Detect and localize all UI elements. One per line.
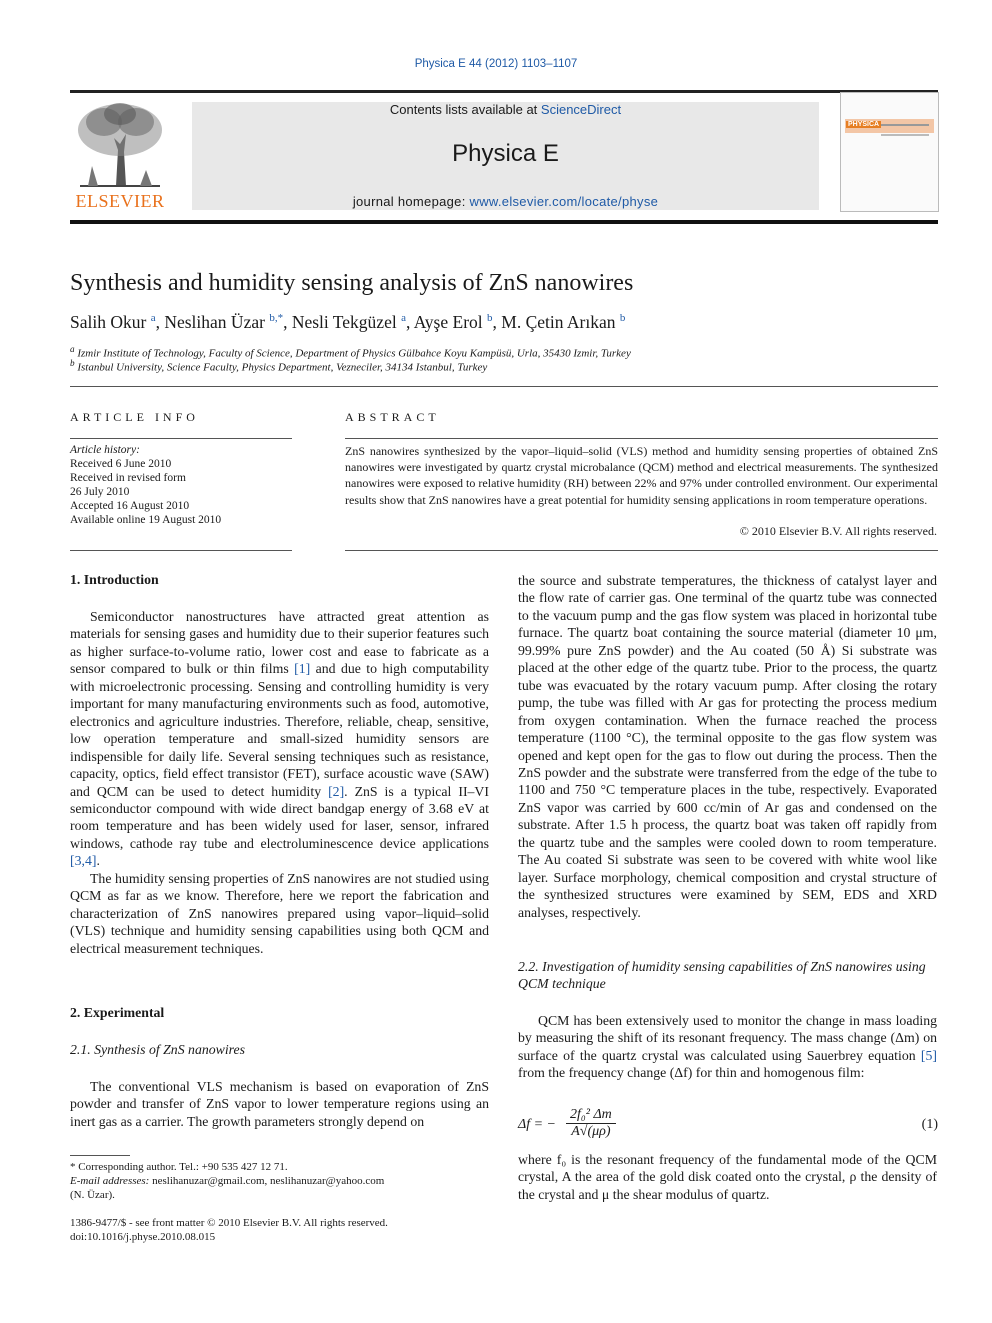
synthesis-continued-text bbox=[518, 572, 937, 921]
affiliation-mark: a bbox=[70, 344, 75, 354]
reference-link[interactable]: [1] bbox=[294, 661, 311, 677]
author-name: Ayşe Erol bbox=[413, 312, 483, 332]
sauerbrey-equation bbox=[518, 1105, 938, 1145]
email-addresses[interactable]: neslihanuzar@gmail.com, neslihanuzar@yahoo.com bbox=[152, 1175, 385, 1187]
article-title: Synthesis and humidity sensing analysis of ZnS nanowires bbox=[70, 270, 634, 296]
article-info-heading: ARTICLE INFO bbox=[70, 410, 199, 424]
article-history bbox=[70, 443, 221, 527]
sciencedirect-link[interactable]: ScienceDirect bbox=[540, 102, 622, 117]
author-affiliation-mark[interactable]: a bbox=[150, 312, 156, 325]
author-affiliation-mark[interactable]: b,* bbox=[269, 312, 284, 325]
journal-cover-thumbnail bbox=[840, 92, 939, 212]
history-item: Received 6 June 2010 bbox=[70, 458, 172, 470]
author-affiliation-mark[interactable]: b bbox=[619, 312, 626, 325]
homepage-link[interactable]: www.elsevier.com/locate/physe bbox=[469, 194, 659, 209]
author-name: Nesli Tekgüzel bbox=[291, 312, 397, 332]
article-info-bottom-rule bbox=[70, 550, 292, 551]
footnote bbox=[70, 1160, 384, 1202]
cover-title-lines bbox=[881, 124, 929, 136]
abstract-bottom-rule bbox=[345, 550, 938, 551]
subsection-heading-synthesis: 2.1. Synthesis of ZnS nanowires bbox=[70, 1042, 246, 1057]
email-line bbox=[70, 1174, 384, 1188]
email-label: E-mail addresses: bbox=[70, 1175, 150, 1187]
contents-prefix: Contents lists available at bbox=[389, 102, 541, 117]
subsection-heading-qcm: 2.2. Investigation of humidity sensing capabilities of ZnS nanowires using QCM technique bbox=[518, 959, 926, 992]
section-rule bbox=[70, 386, 938, 387]
front-matter bbox=[70, 1216, 388, 1244]
paragraph: The humidity sensing properties of ZnS nanowires are not studied using QCM as far as we know. Therefore, here we report the fabrication and characterization of ZnS nanowires prepared using vapor–liquid–solid (VLS) technique and humidity sensing capabilities using both QCM and electrical measurement techniques. bbox=[70, 870, 489, 956]
history-item: 26 July 2010 bbox=[70, 486, 130, 498]
paragraph: Semiconductor nanostructures have attracted great attention as materials for sensing gases and humidity due to their superior features such as higher surface-to-volume ratio, lower cost and ease to fabricate as a sensor compared to bulk or thin films [1] and due to high computability with microelectronic processing. Sensing and controlling humidity is very important for many manufacturing environments such as food, automotive, electronics and agriculture industries. Therefore, reliable, cheap, sensitive, low operation temperature and small-sized humidity sensors are indispensible for daily life. Several sensing techniques such as resistance, capacity, optics, field effect transistor (FET), surface acoustic wave (SAW) and QCM can be used to detect humidity [2]. ZnS is a typical II–VI semiconductor compound with wide direct bandgap energy of 3.68 eV at room temperature and has been widely used for laser, sensor, infrared windows, cathode ray tube and electroluminescence device applications [3,4]. bbox=[70, 609, 489, 869]
cover-badge: PHYSICA bbox=[848, 121, 880, 128]
equation-lhs: Δf = − bbox=[518, 1117, 557, 1132]
affiliation-b bbox=[70, 358, 487, 374]
affiliation-text: Istanbul University, Science Faculty, Physics Department, Vezneciler, 34134 Istanbul, Turkey bbox=[77, 361, 488, 374]
equation-numerator: 2f₀² Δm bbox=[566, 1107, 616, 1124]
section-heading-experimental: 2. Experimental bbox=[70, 1005, 165, 1020]
synthesis-text bbox=[70, 1078, 489, 1130]
history-item: Accepted 16 August 2010 bbox=[70, 500, 190, 512]
doi-line[interactable]: doi:10.1016/j.physe.2010.08.015 bbox=[70, 1231, 216, 1243]
introduction-text bbox=[70, 608, 489, 957]
elsevier-logo bbox=[70, 100, 170, 212]
author-affiliation-mark[interactable]: a bbox=[401, 312, 406, 325]
paragraph: The conventional VLS mechanism is based on evaporation of ZnS powder and transfer of ZnS vapor to lower temperature regions using an inert gas as a carrier. The growth parameters strongly depend on bbox=[70, 1079, 489, 1129]
equation-explanation bbox=[518, 1151, 937, 1203]
journal-name: Physica E bbox=[452, 140, 559, 167]
corresponding-author-note: * Corresponding author. Tel.: +90 535 427 12 71. bbox=[70, 1161, 288, 1173]
journal-citation[interactable]: Physica E 44 (2012) 1103–1107 bbox=[414, 58, 578, 70]
publisher-wordmark: ELSEVIER bbox=[75, 191, 165, 211]
equation-fraction bbox=[566, 1107, 616, 1140]
reference-link[interactable]: [3,4] bbox=[70, 853, 97, 869]
history-heading: Article history: bbox=[70, 444, 140, 456]
affiliation-mark: b bbox=[70, 358, 75, 368]
history-item: Received in revised form bbox=[70, 472, 186, 484]
equation-denominator: A√(μρ) bbox=[571, 1124, 611, 1139]
reference-link[interactable]: [2] bbox=[328, 783, 345, 799]
author-name: Salih Okur bbox=[70, 312, 147, 332]
affiliation-text: Izmir Institute of Technology, Faculty of Science, Department of Physics Gülbahce Koyu Kampüsü, Urla, 35430 Izmir, Turkey bbox=[77, 347, 631, 360]
header-bottom-rule bbox=[70, 220, 938, 224]
email-owner: (N. Üzar). bbox=[70, 1189, 115, 1201]
author-name: Neslihan Üzar bbox=[164, 312, 265, 332]
author-name: M. Çetin Arıkan bbox=[501, 312, 616, 332]
paragraph: the source and substrate temperatures, the thickness of catalyst layer and the flow rate of carrier gas. One terminal of the quartz tube was connected to the vacuum pump and the gas flow system was placed in horizontal tube furnace. The quartz boat containing the source material (diameter 10 μm, 99.99% pure ZnS powder) and the Au coated (50 Å) Si substrate was placed at the other edge of the quartz tube. Prior to the process, the quartz tube was evacuated by the rotary vacuum pump. After closing the rotary pump, the tube was filled with Ar gas for protecting the process medium from oxygen contamination. When the furnace reached the process temperature (1100 °C), the terminal opposite to the gas flow system was opened and kept open for the gas to flow out during the process. Then the ZnS powder and the substrate were transferred from the edge of the tube to 1100 and 750 °C temperature places in the tube, respectively. Evaporated ZnS vapor was carried by 600 cc/min of Ar gas and condensed on the substrate. After 1.5 h process, the quartz boat was taken off rapidly from the quartz tube and the samples were cooled down to room temperature. The Au coated Si substrate was seen to be covered with white wool like layer. Surface morphology, chemical composition and crystal structure of the synthesized structures were examined by SEM, EDS and XRD analyses, respectively. bbox=[518, 573, 937, 920]
abstract-rule bbox=[345, 438, 938, 439]
section-heading-introduction: 1. Introduction bbox=[70, 572, 159, 587]
homepage-prefix: journal homepage: bbox=[352, 194, 470, 209]
abstract-heading: ABSTRACT bbox=[345, 410, 440, 424]
issn-line: 1386-9477/$ - see front matter © 2010 Elsevier B.V. All rights reserved. bbox=[70, 1217, 388, 1229]
homepage-line bbox=[192, 194, 819, 209]
header-top-rule bbox=[70, 90, 938, 93]
article-info-rule bbox=[70, 438, 292, 439]
author-list: Salih Okur $^a$, Neslihan Üzar $^{b,*}$, Nesli Tekgüzel $^a$, Ayşe Erol $^b$, M. Çetin Arıkan $^b$ bbox=[70, 312, 626, 332]
author-affiliation-mark[interactable]: b bbox=[487, 312, 493, 325]
history-item: Available online 19 August 2010 bbox=[70, 514, 222, 526]
equation-number: (1) bbox=[921, 1117, 938, 1132]
reference-link[interactable]: [5] bbox=[920, 1047, 937, 1063]
paragraph: where f₀ is the resonant frequency of the fundamental mode of the QCM crystal, A the area of the gold disk coated onto the crystal, ρ the density of the crystal and μ the shear modulus of quartz. bbox=[518, 1152, 937, 1202]
qcm-text bbox=[518, 1012, 937, 1082]
abstract-text: ZnS nanowires synthesized by the vapor–liquid–solid (VLS) method and humidity sensing properties of obtained ZnS nanowires were investigated by quartz crystal microbalance (QCM) method and electrical measurements. The synthesized nanowires were exposed to relative humidity (RH) between 22% and 97% under controlled environment. Our experimental results show that ZnS nanowires have a great potential for humidity sensing applications in room temperature operations. bbox=[345, 444, 938, 507]
abstract-copyright: © 2010 Elsevier B.V. All rights reserved. bbox=[739, 524, 937, 538]
paragraph: QCM has been extensively used to monitor the change in mass loading by measuring the shift of its resonant frequency. The mass change (Δm) on surface of the quartz crystal was calculated using Sauerbrey equation [5] from the frequency change (Δf) for thin and homogenous film: bbox=[518, 1013, 937, 1081]
contents-line bbox=[192, 102, 819, 117]
elsevier-tree-icon bbox=[70, 100, 170, 188]
footnote-rule bbox=[70, 1155, 130, 1156]
